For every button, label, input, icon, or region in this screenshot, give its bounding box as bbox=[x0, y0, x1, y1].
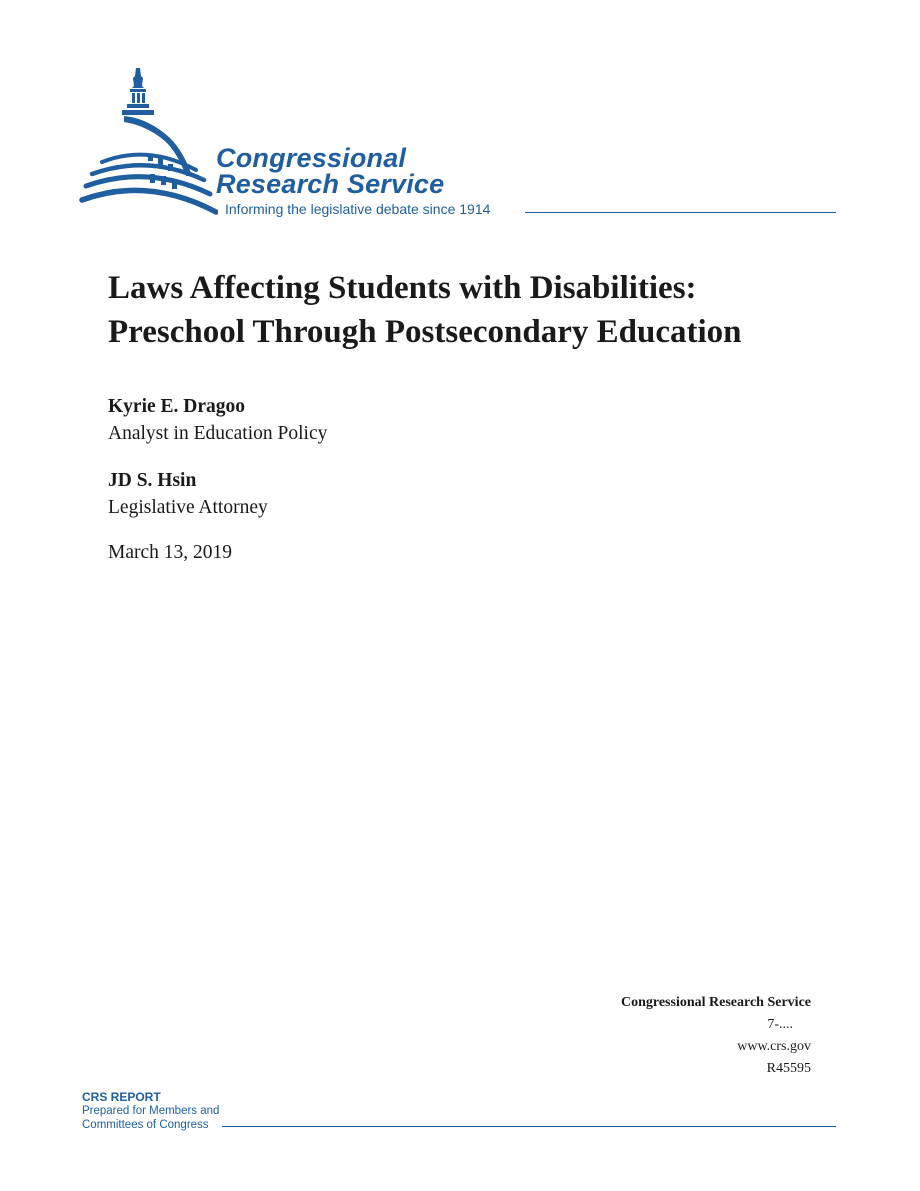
footer-label: CRS REPORT bbox=[82, 1090, 161, 1104]
report-title bbox=[108, 266, 868, 354]
author-name: Kyrie E. Dragoo bbox=[108, 396, 246, 417]
report-title-line1: Laws Affecting Students with Disabilities: bbox=[108, 270, 697, 306]
footer-rule bbox=[222, 1126, 836, 1127]
capitol-dome-icon bbox=[78, 66, 218, 216]
crs-org-name: Congressional Research Service bbox=[620, 995, 811, 1010]
footer-line2: Committees of Congress bbox=[82, 1119, 209, 1131]
author-name: JD S. Hsin bbox=[108, 470, 197, 491]
author-role: Legislative Attorney bbox=[108, 497, 268, 518]
logo-name-line1: Congressional bbox=[216, 143, 407, 173]
crs-report-footer bbox=[82, 1090, 836, 1132]
logo-name-line2: Research Service bbox=[216, 169, 445, 199]
crs-logo bbox=[78, 66, 838, 226]
crs-info-block bbox=[621, 992, 811, 1080]
report-title-line2: Preschool Through Postsecondary Education bbox=[108, 314, 742, 350]
report-number: R45595 bbox=[766, 1061, 811, 1076]
crs-website: www.crs.gov bbox=[737, 1039, 811, 1054]
report-date: March 13, 2019 bbox=[108, 542, 233, 563]
crs-code: 7-.... bbox=[767, 1017, 793, 1032]
logo-rule bbox=[525, 212, 836, 213]
logo-tagline: Informing the legislative debate since 1914 bbox=[225, 201, 491, 217]
author-2 bbox=[108, 467, 268, 521]
logo-name bbox=[216, 145, 444, 197]
author-role: Analyst in Education Policy bbox=[108, 423, 328, 444]
footer-line1: Prepared for Members and bbox=[82, 1105, 220, 1117]
author-1 bbox=[108, 393, 327, 447]
